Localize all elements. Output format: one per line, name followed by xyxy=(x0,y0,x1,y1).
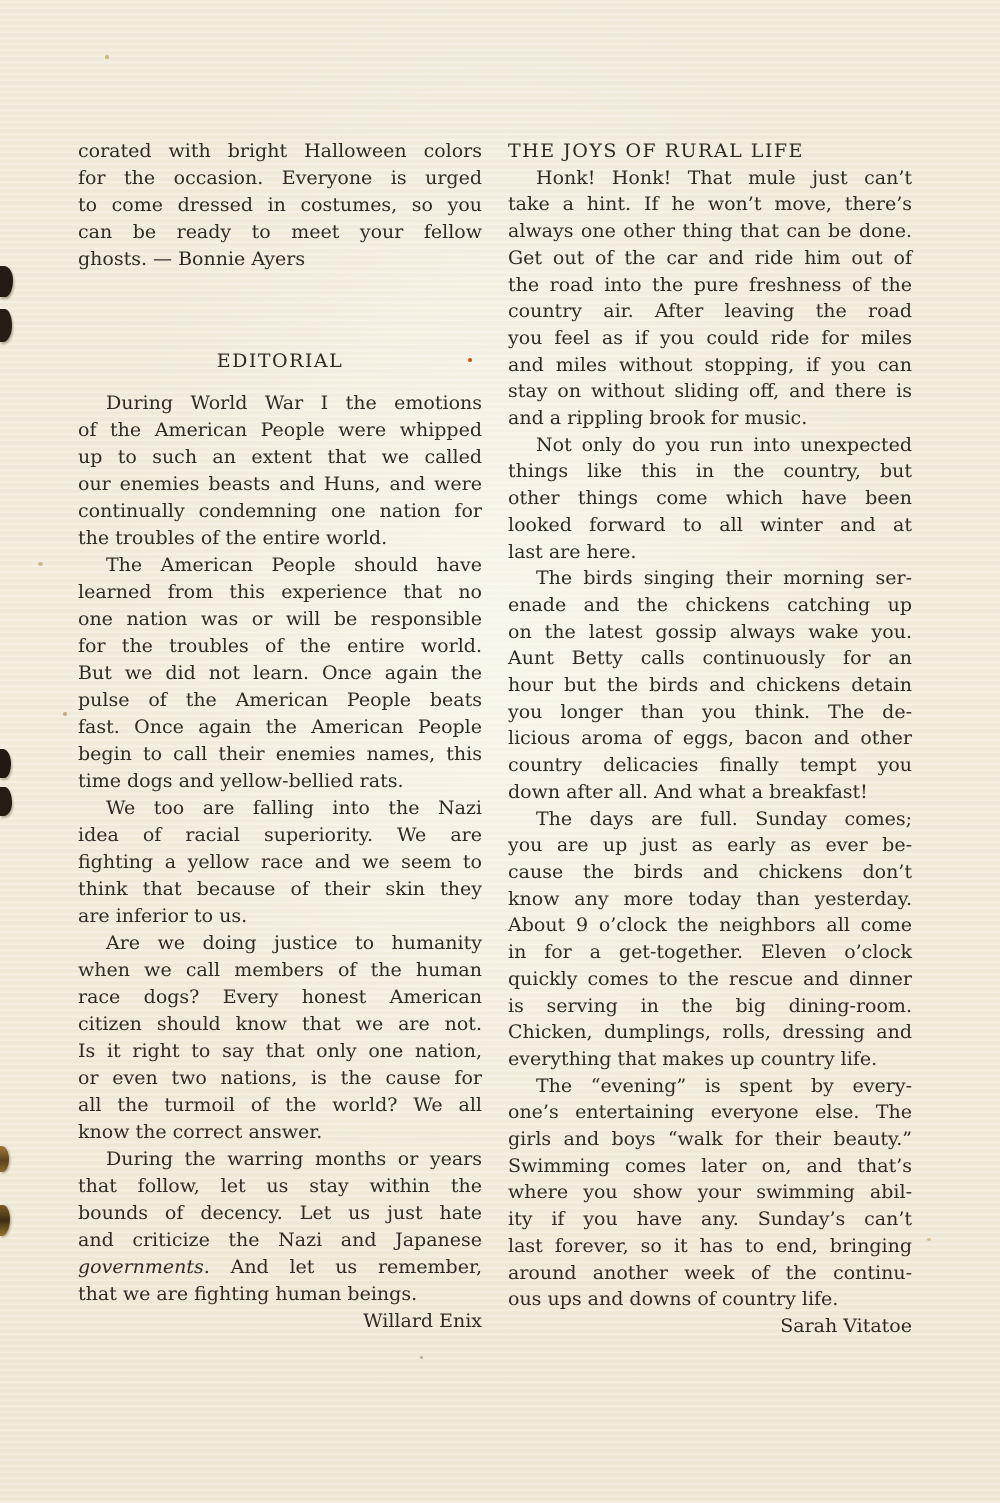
paragraph xyxy=(508,565,912,805)
text-line: the troubles of the entire world. xyxy=(78,527,388,549)
text-line: About 9 o’clock the neighbors all come xyxy=(508,914,912,937)
text-line: fast. Once again the American People xyxy=(78,716,482,738)
text-line: when we call members of the human xyxy=(78,959,482,981)
text-line: Aunt Betty calls continuously for an xyxy=(508,647,912,670)
text-line: Are we doing justice to humanity xyxy=(106,932,482,954)
text-line: the road into the pure freshness of the xyxy=(508,273,912,296)
text-line: corated with bright Halloween colors xyxy=(78,140,482,162)
text-line: down after all. And what a breakfast! xyxy=(508,780,868,803)
staple-rust-mark xyxy=(0,1205,10,1236)
paragraph xyxy=(78,1146,482,1308)
binding-ink-mark xyxy=(0,787,12,816)
text-line: looked forward to all winter and at xyxy=(508,513,912,536)
binding-ink-mark xyxy=(0,266,13,297)
paragraph xyxy=(78,930,482,1146)
text-line: The American People should have xyxy=(106,554,482,576)
text-line: to come dressed in costumes, so you xyxy=(78,194,482,216)
text-line: Honk! Honk! That mule just can’t xyxy=(536,166,912,189)
text-line: girls and boys “walk for their beauty.” xyxy=(508,1128,912,1151)
text-line: The “evening” is spent by every- xyxy=(536,1074,912,1097)
paper-speck xyxy=(38,562,43,566)
halloween-article-continuation xyxy=(78,138,482,273)
paragraph xyxy=(78,390,482,552)
text-line: stay on without sliding off, and there is xyxy=(508,380,912,403)
text-line: Swimming comes later on, and that’s xyxy=(508,1154,912,1177)
text-line: pulse of the American People beats xyxy=(78,689,482,711)
right-column xyxy=(508,138,912,1340)
editorial-signature: Willard Enix xyxy=(363,1310,482,1332)
text-line: can be ready to meet your fellow xyxy=(78,221,482,243)
text-line: learned from this experience that no xyxy=(78,581,482,603)
text-line: enade and the chickens catching up xyxy=(508,593,912,616)
text-line: take a hint. If he won’t move, there’s xyxy=(508,193,912,216)
text-line: The birds singing their morning ser- xyxy=(536,567,912,590)
text-line: Chicken, dumplings, rolls, dressing and xyxy=(508,1021,912,1044)
text-line: in for a get-together. Eleven o’clock xyxy=(508,941,912,964)
staple-rust-mark xyxy=(0,1146,9,1172)
editorial-heading: EDITORIAL xyxy=(216,350,344,372)
editorial-body xyxy=(78,390,482,1308)
text-line: around another week of the continu- xyxy=(508,1261,912,1284)
binding-ink-mark xyxy=(0,309,12,342)
text-line: hour but the birds and chickens detain xyxy=(508,674,912,697)
text-line: on the latest gossip always wake you. xyxy=(508,620,912,643)
paragraph xyxy=(508,432,912,566)
rural-life-heading: THE JOYS OF RURAL LIFE xyxy=(508,140,804,162)
text-line: you longer than you think. The de- xyxy=(508,700,912,723)
text-line: up to such an extent that we called xyxy=(78,446,482,468)
paragraph xyxy=(78,552,482,795)
paragraph xyxy=(508,165,912,432)
text-line: time dogs and yellow-bellied rats. xyxy=(78,770,404,792)
text-line: that we are fighting human beings. xyxy=(78,1283,418,1305)
text-line: you feel as if you could ride for miles xyxy=(508,326,912,349)
text-line: We too are falling into the Nazi xyxy=(106,797,482,819)
text-line: of the American People were whipped xyxy=(78,419,482,441)
text-line: ous ups and downs of country life. xyxy=(508,1288,839,1311)
text-line: last forever, so it has to end, bringing xyxy=(508,1234,912,1257)
text-line: The days are full. Sunday comes; xyxy=(536,807,912,830)
paper-speck xyxy=(927,1238,931,1241)
text-line: where you show your swimming abil- xyxy=(508,1181,912,1204)
text-line: our enemies beasts and Huns, and were xyxy=(78,473,482,495)
text-line: During the warring months or years xyxy=(106,1148,482,1170)
text-line: know any more today than yesterday. xyxy=(508,887,912,910)
text-line: think that because of their skin they xyxy=(78,878,482,900)
text-line: that follow, let us stay within the xyxy=(78,1175,482,1197)
text-line: ity if you have any. Sunday’s can’t xyxy=(508,1208,912,1231)
rural-life-body xyxy=(508,165,912,1313)
text-line: or even two nations, is the cause for xyxy=(78,1067,482,1089)
text-line: governments. And let us remember, xyxy=(78,1256,482,1278)
paragraph xyxy=(508,806,912,1073)
text-line: During World War I the emotions xyxy=(106,392,482,414)
paragraph xyxy=(78,795,482,930)
text-line: begin to call their enemies names, this xyxy=(78,743,482,765)
text-line: one nation was or will be responsible xyxy=(78,608,482,630)
paper-speck xyxy=(105,55,109,59)
text-line: and a rippling brook for music. xyxy=(508,407,808,430)
text-line: for the troubles of the entire world. xyxy=(78,635,482,657)
text-line: always one other thing that can be done. xyxy=(508,220,912,243)
text-line: know the correct answer. xyxy=(78,1121,323,1143)
text-line: licious aroma of eggs, bacon and other xyxy=(508,727,912,750)
text-line: But we did not learn. Once again the xyxy=(78,662,482,684)
text-line: and miles without stopping, if you can xyxy=(508,353,912,376)
text-line: all the turmoil of the world? We all xyxy=(78,1094,482,1116)
text-line: Get out of the car and ride him out of xyxy=(508,246,912,269)
text-line: you are up just as early as ever be- xyxy=(508,834,912,857)
text-line: for the occasion. Everyone is urged xyxy=(78,167,482,189)
text-line: other things come which have been xyxy=(508,487,912,510)
text-line: things like this in the country, but xyxy=(508,460,912,483)
text-line: fighting a yellow race and we seem to xyxy=(78,851,482,873)
text-line: country air. After leaving the road xyxy=(508,300,912,323)
text-line: ghosts. — Bonnie Ayers xyxy=(78,248,306,270)
text-line: is serving in the big dining-room. xyxy=(508,994,912,1017)
text-line: Not only do you run into unexpected xyxy=(536,433,912,456)
text-line: and criticize the Nazi and Japanese xyxy=(78,1229,482,1251)
text-line: one’s entertaining everyone else. The xyxy=(508,1101,912,1124)
text-line: citizen should know that we are not. xyxy=(78,1013,482,1035)
text-line: last are here. xyxy=(508,540,637,563)
text-line: idea of racial superiority. We are xyxy=(78,824,482,846)
text-line: country delicacies finally tempt you xyxy=(508,754,912,777)
left-column xyxy=(78,138,482,1335)
text-line: bounds of decency. Let us just hate xyxy=(78,1202,482,1224)
text-line: continually condemning one nation for xyxy=(78,500,482,522)
text-line: cause the birds and chickens don’t xyxy=(508,860,912,883)
paper-speck xyxy=(63,712,67,716)
text-line: quickly comes to the rescue and dinner xyxy=(508,967,912,990)
text-line: everything that makes up country life. xyxy=(508,1047,878,1070)
paper-speck xyxy=(420,1356,423,1359)
text-line: Is it right to say that only one nation, xyxy=(78,1040,482,1062)
rural-life-signature: Sarah Vitatoe xyxy=(780,1314,912,1337)
text-line: race dogs? Every honest American xyxy=(78,986,482,1008)
binding-ink-mark xyxy=(0,749,11,778)
text-line: are inferior to us. xyxy=(78,905,248,927)
paragraph xyxy=(508,1073,912,1313)
